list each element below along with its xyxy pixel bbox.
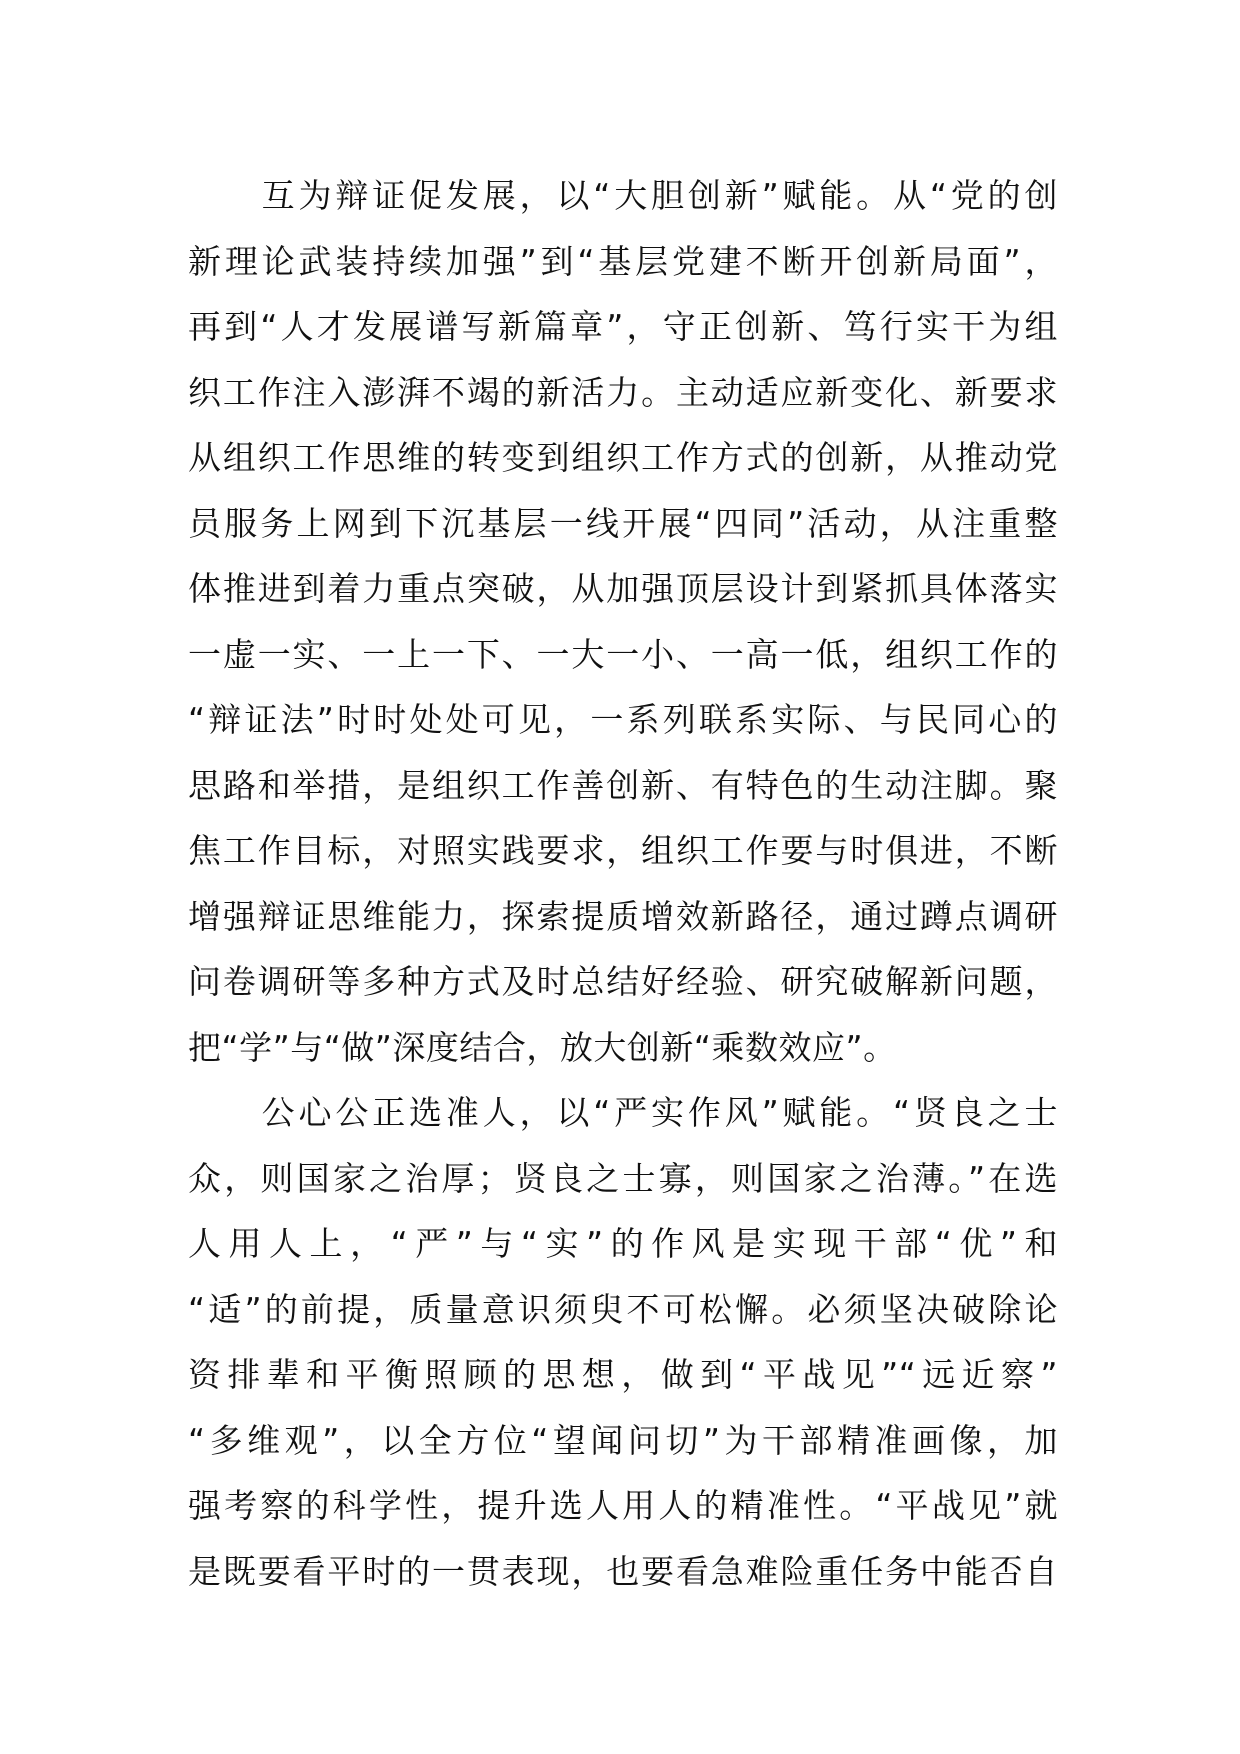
text-line: 资排辈和平衡照顾的思想，做到“平战见”“远近察” [188,1355,1058,1394]
text-line: 从组织工作思维的转变到组织工作方式的创新，从推动党 [188,438,1058,477]
text-line: 增强辩证思维能力，探索提质增效新路径，通过蹲点调研 [188,896,1058,936]
text-line: 织工作注入澎湃不竭的新活力。主动适应新变化、新要求 [188,372,1058,412]
text-line: 思路和举措，是组织工作善创新、有特色的生动注脚。聚 [188,765,1058,805]
text-line: 问卷调研等多种方式及时总结好经验、研究破解新问题， [188,962,1058,1001]
text-line: 是既要看平时的一贯表现，也要看急难险重任务中能否自 [188,1551,1058,1591]
text-line: 焦工作目标，对照实践要求，组织工作要与时俱进，不断 [188,831,1058,870]
text-line: 员服务上网到下沉基层一线开展“四同”活动，从注重整 [188,503,1058,543]
paragraph-innovation [188,163,1058,1080]
text-line: 人用人上，“严”与“实”的作风是实现干部“优”和 [188,1224,1058,1263]
text-line: “适”的前提，质量意识须臾不可松懈。必须坚决破除论 [188,1289,1058,1329]
text-line: 一虚一实、一上一下、一大一小、一高一低，组织工作的 [188,634,1058,674]
text-line: 公心公正选准人，以“严实作风”赋能。“贤良之士 [188,1093,1058,1132]
text-line: “多维观”，以全方位“望闻问切”为干部精准画像，加 [188,1420,1058,1460]
text-line: 众，则国家之治厚；贤良之士寡，则国家之治薄。”在选 [188,1158,1058,1198]
text-line: 新理论武装持续加强”到“基层党建不断开创新局面”， [188,241,1058,281]
text-line: “辩证法”时时处处可见，一系列联系实际、与民同心的 [188,700,1058,739]
text-line: 互为辩证促发展，以“大胆创新”赋能。从“党的创 [188,176,1058,215]
text-line: 把“学”与“做”深度结合，放大创新“乘数效应”。 [188,1027,897,1067]
text-line: 强考察的科学性，提升选人用人的精准性。“平战见”就 [188,1486,1058,1525]
document-page [188,163,1058,1604]
text-line: 再到“人才发展谱写新篇章”，守正创新、笃行实干为组 [188,307,1058,346]
paragraph-selection [188,1080,1058,1604]
text-line: 体推进到着力重点突破，从加强顶层设计到紧抓具体落实 [188,569,1058,608]
